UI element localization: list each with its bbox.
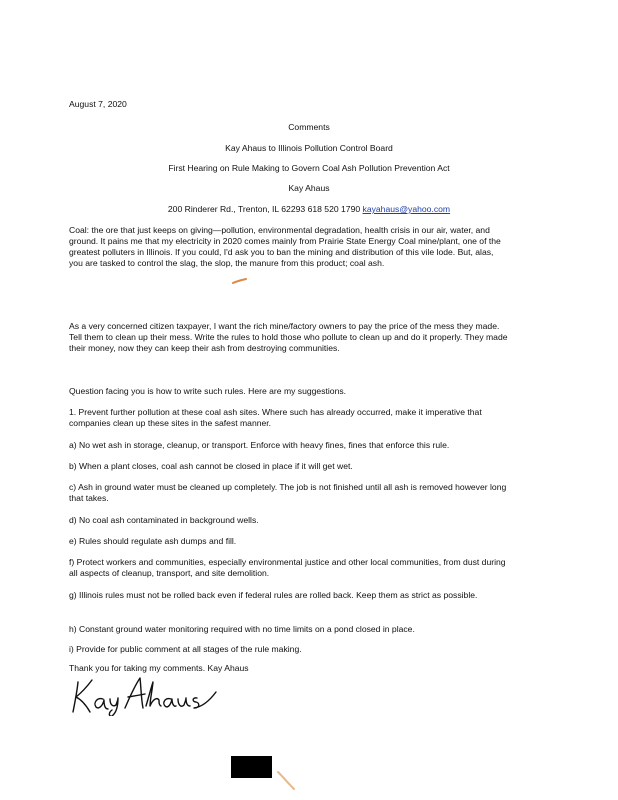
subject-line: First Hearing on Rule Making to Govern Coal Ash Pollution Prevention Act [168,163,450,173]
letter-date: August 7, 2020 [69,99,127,109]
closing-line: Thank you for taking my comments. Kay Ahaus [69,663,249,673]
fold-stain [276,770,298,792]
suggestion-f: f) Protect workers and communities, especially environmental justice and other local communities, from dust during all aspects of cleanup, transport, and site demolition. [69,557,506,578]
author-name: Kay Ahaus [288,183,330,193]
redaction-box [231,756,272,778]
suggestion-a: a) No wet ash in storage, cleanup, or transport. Enforce with heavy fines, fines that enforce this rule. [69,440,450,450]
contact-line [0,204,618,215]
letter-heading: Comments [288,122,330,132]
handwritten-signature [70,672,230,716]
ink-stain [232,278,248,286]
recipient-line: Kay Ahaus to Illinois Pollution Control Board [225,143,393,153]
suggestion-c: c) Ash in ground water must be cleaned up completely. The job is not finished until all ash is removed however long that takes. [69,482,507,503]
suggestion-b: b) When a plant closes, coal ash cannot be closed in place if it will get wet. [69,461,353,471]
address-text: 200 Rinderer Rd., Trenton, IL 62293 618 520 1790 [167,204,361,214]
suggestion-1: 1. Prevent further pollution at these coal ash sites. Where such has already occurred, make it imperative that companies clean up these sites in the safest manner. [69,407,482,428]
suggestion-e: e) Rules should regulate ash dumps and fill. [69,536,237,546]
paragraph-question: Question facing you is how to write such rules. Here are my suggestions. [69,386,347,396]
suggestion-i: i) Provide for public comment at all stages of the rule making. [69,644,302,654]
suggestion-h: h) Constant ground water monitoring required with no time limits on a pond closed in place. [69,624,415,634]
suggestion-g: g) Illinois rules must not be rolled back even if federal rules are rolled back. Keep them as strict as possible. [69,590,478,600]
suggestion-d: d) No coal ash contaminated in background wells. [69,515,259,525]
paragraph-coal: Coal: the ore that just keeps on giving—pollution, environmental degradation, health crisis in our air, water, and ground. It pains me that my electricity in 2020 comes mainly from Prairie State Energy Coal mine/plant, one of the greatest polluters in Illinois. If you could, I'd ask you to ban the mining and distribution of this vile lode. But, alas, you are tasked to control the slag, the slop, the manure from this product; coal ash. [69,225,501,268]
paragraph-concerned-citizen: As a very concerned citizen taxpayer, I want the rich mine/factory owners to pay the price of the mess they made. Tell them to clean up their mess. Write the rules to hold those who pollute to clean up and do it properly. They made their money, now they can keep their ash from destroying communities. [69,321,508,353]
email-link[interactable]: kayahaus@yahoo.com [362,204,451,214]
